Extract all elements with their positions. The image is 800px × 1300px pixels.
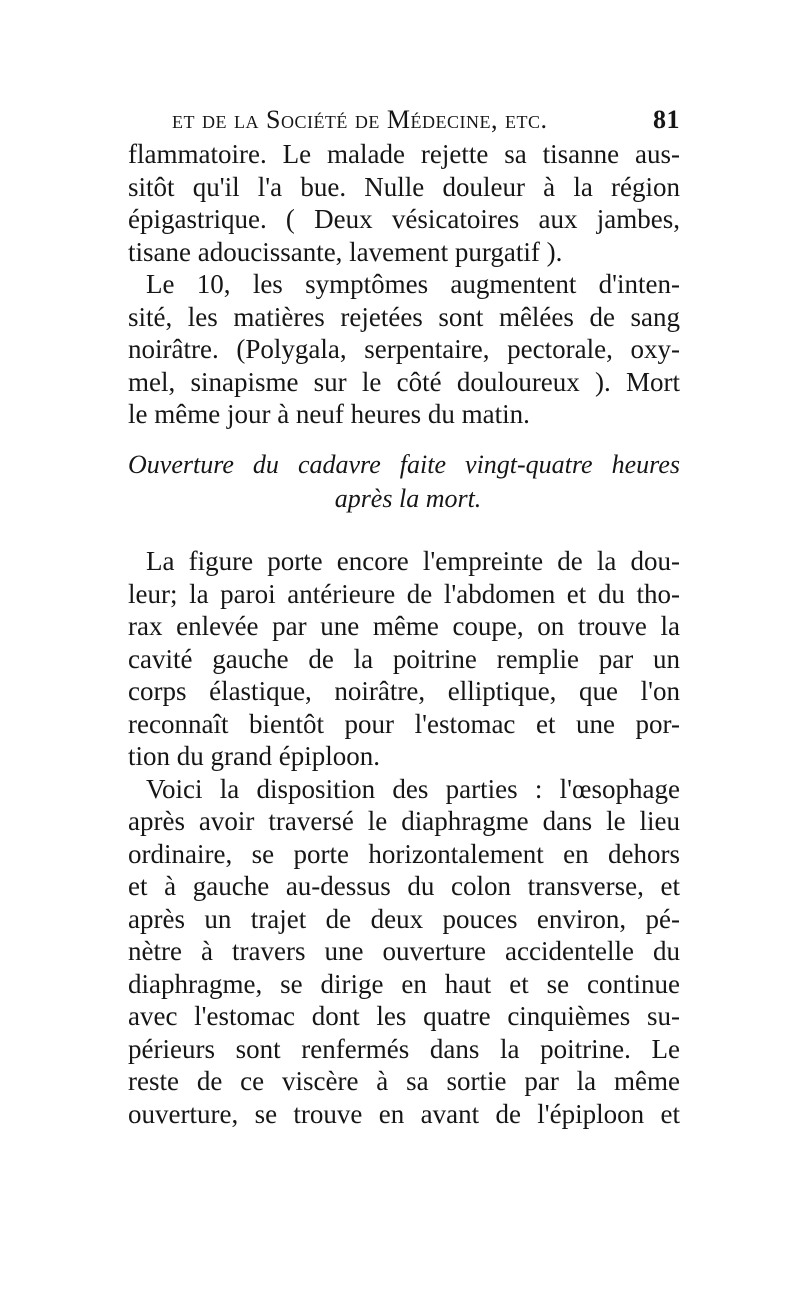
- text-line: et à gauche au-dessus du colon transverse, et: [128, 871, 680, 901]
- page-number: 81: [653, 105, 680, 134]
- text-line: flammatoire. Le malade rejette sa tisanne aus-: [128, 139, 680, 169]
- text-line: après un trajet de deux pouces environ, pé-: [128, 903, 680, 934]
- text-line: Le 10, les symptômes augmentent d'inten-: [146, 269, 680, 299]
- text-line: corps élastique, noirâtre, elliptique, que l'on: [128, 676, 680, 706]
- text-line: ouverture, se trouve en avant de l'épiploon et: [128, 1098, 680, 1129]
- text-line: nètre à travers une ouverture accidentelle du: [128, 936, 680, 966]
- text-line: rax enlevée par une même coupe, on trouve la: [128, 611, 680, 641]
- text-line: La figure porte encore l'empreinte de la dou-: [146, 546, 680, 576]
- text-line: ordinaire, se porte horizontalement en dehors: [128, 838, 680, 869]
- running-head-title: et de la Société de Médecine, etc.: [172, 105, 548, 134]
- section-heading-line: Ouverture du cadavre faite vingt-quatre heures: [128, 450, 680, 479]
- text-line: cavité gauche de la poitrine remplie par un: [128, 643, 680, 674]
- text-line: le même jour à neuf heures du matin.: [128, 399, 530, 429]
- section-heading-line: après la mort.: [334, 484, 482, 513]
- text-line: Voici la disposition des parties : l'œsophage: [146, 773, 680, 804]
- text-line: diaphragme, se dirige en haut et se continue: [128, 968, 680, 999]
- text-line: reste de ce viscère à sa sortie par la même: [128, 1066, 680, 1096]
- text-line: tion du grand épiploon.: [128, 741, 380, 771]
- text-line: avec l'estomac dont les quatre cinquièmes su-: [128, 1001, 680, 1031]
- text-line: leur; la paroi antérieure de l'abdomen et du tho-: [128, 578, 680, 609]
- text-line: reconnaît bientôt pour l'estomac et une por-: [128, 708, 680, 739]
- text-line: après avoir traversé le diaphragme dans le lieu: [128, 806, 680, 836]
- paragraph-block-bottom: [128, 545, 680, 1130]
- text-line: noirâtre. (Polygala, serpentaire, pectorale, oxy-: [128, 334, 680, 364]
- section-heading: [128, 448, 680, 516]
- paragraph-block-top: [128, 138, 680, 431]
- text-line: épigastrique. ( Deux vésicatoires aux jambes,: [128, 204, 680, 234]
- text-line: sité, les matières rejetées sont mêlées de sang: [128, 301, 680, 332]
- text-line: périeurs sont renfermés dans la poitrine. Le: [128, 1033, 680, 1064]
- text-line: tisane adoucissante, lavement purgatif ).: [128, 236, 563, 267]
- text-line: mel, sinapisme sur le côté douloureux ). Mort: [128, 366, 680, 397]
- text-line: sitôt qu'il l'a bue. Nulle douleur à la région: [128, 171, 680, 202]
- running-head: [172, 100, 680, 140]
